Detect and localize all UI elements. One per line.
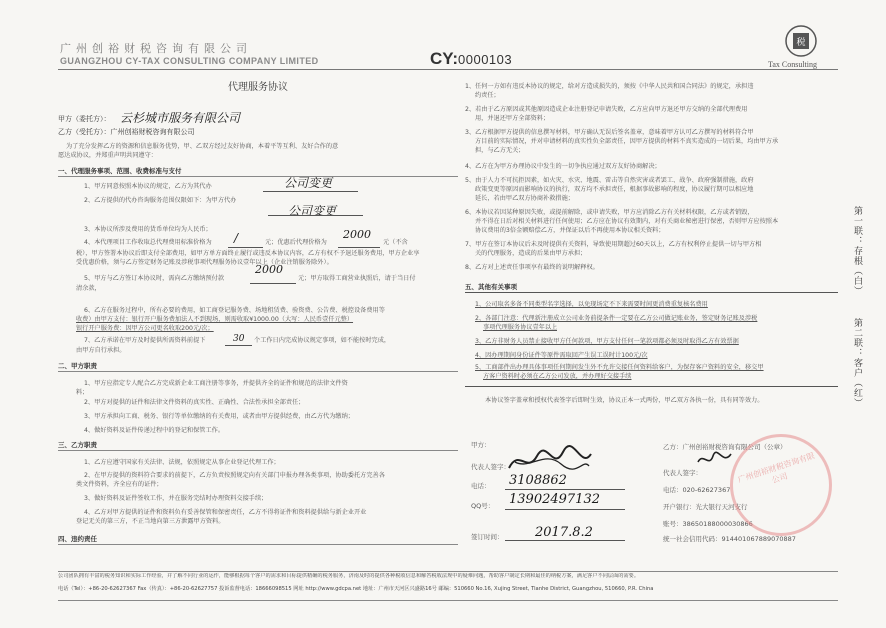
r-line-10: 政策变更等原因而影响协议的执行，双方均不承担责任，根据事故影响的程度，协议履行期可以相应地 xyxy=(475,186,754,193)
underline xyxy=(505,540,625,541)
left-column xyxy=(58,78,458,568)
discount-price-handwritten: 2000 xyxy=(343,228,371,241)
party-a-date-label: 签订时间： xyxy=(471,533,504,541)
s1-service-scope-handwritten: 公司变更 xyxy=(288,204,337,218)
party-b-sign-label: 乙方：广州创裕财税咨询有限公司（公章） xyxy=(663,443,787,451)
r-line-13: 并不得在日后对相关材料进行任何使用；乙方应在协议有效期内，对有关商业秘密进行保密，否则甲方应按照本 xyxy=(475,218,779,225)
r-line-12: 6、本协议若因某种原因失败，或提前解除，或申请失败，甲方应消除乙方有关材料权限，乙方或者销毁， xyxy=(465,209,754,216)
document-number xyxy=(430,49,512,69)
svg-text:税: 税 xyxy=(796,38,806,48)
r-line-2: 约责任； xyxy=(475,92,500,99)
party-b: 乙方（受托方）：广州创裕财税咨询有限公司 xyxy=(58,128,195,136)
s1-line-5: 税），甲方签署本协议后即支付全部费用，如甲方单方面终止履行或违反本协议内容，乙方有权不予退还服务费用，甲方企业享 xyxy=(76,250,420,257)
s5-line-1: 1、公司取名多备不同类型名字选择，以免现场定不下来需要时间更消费重复核名费用 xyxy=(475,301,708,308)
r-line-4: 用，并退还甲方全部资料； xyxy=(475,115,550,122)
price-tail-text: 元（不含 xyxy=(383,239,408,246)
s3-line-3: 类文件资料，齐全应有的证件； xyxy=(76,481,163,488)
section-5-divider xyxy=(465,292,838,293)
underline xyxy=(268,215,363,216)
s1-line-3: 3、本协议所涉及费用的货币单位均为人民币； xyxy=(84,226,212,233)
section-3-heading: 三、乙方职责 xyxy=(58,441,97,449)
r-line-16: 关的代理服务，造成的后果由甲方承担； xyxy=(475,250,587,257)
party-b-rep-signature-icon xyxy=(695,448,735,470)
s1-line-10: 收费）由甲方支付：银行开户服务费加法人不到现场，则需收取¥1000.00（大写：人民币壹仟元整） xyxy=(76,316,354,323)
underline xyxy=(225,345,252,346)
section-4-heading: 四、违约责任 xyxy=(58,535,97,543)
s1-line-1: 1、甲方同意按照本协议的规定，乙方为其代办 xyxy=(84,183,212,190)
s1-line-12: 7、乙方承诺在甲方及时提供所需资料前提下 xyxy=(84,337,206,344)
section-3-divider xyxy=(58,450,458,451)
s1-line-7: 5、甲方与乙方签订本协议时，需向乙方缴纳预付款 xyxy=(84,275,225,282)
doc-no: 0000103 xyxy=(458,52,513,67)
s1-service-item-handwritten: 公司变更 xyxy=(284,176,333,190)
party-a-phone-label: 电话： xyxy=(471,482,491,490)
underline xyxy=(250,283,296,284)
party-a-qq-handwritten: 13902497132 xyxy=(509,492,600,507)
party-a-date-handwritten: 2017.8.2 xyxy=(535,525,593,540)
company-seal-text: 广州创裕财税咨询有限公司 xyxy=(736,451,816,485)
section-4-divider xyxy=(58,544,458,545)
agreement-title: 代理服务协议 xyxy=(228,82,288,93)
party-a-sign-label: 甲方： xyxy=(471,441,491,449)
s2-line-3: 2、甲方对提供的证件和法律文件资料的真实性、正确性、合法性承担全部责任； xyxy=(84,399,305,406)
header-divider xyxy=(58,69,838,70)
s5-line-4: 3、乙方非财务人员禁止接收甲方任何款项，甲方支付任何一笔款项都必须及时取得乙方有效票据 xyxy=(475,338,739,345)
prepay-tail-text: 元；甲方取得工商营业执照后，请于当日付 xyxy=(298,275,416,282)
r-line-14: 协议费用的3倍金额赔偿乙方，并保证以后不再使用本协议相关资料； xyxy=(475,227,665,234)
s5-line-7: 方客户资料时必须在乙方公司发放，并办理好交接手续 xyxy=(483,373,632,380)
s5-line-5: 4、因办理期间身份证件等原件需取回产生误工误时计100元/次 xyxy=(475,352,648,359)
company-name-en: GUANGZHOU CY-TAX CONSULTING COMPANY LIMITED xyxy=(60,56,319,66)
r-line-9: 5、由于人力不可抗拒因素，如火灾、水灾、地震、雷击等自然灾害或者罢工、战争、政府强制措施，政府 xyxy=(465,177,754,184)
s2-line-5: 4、做好资料及证件传递过程中的登记和保管工作。 xyxy=(84,427,225,434)
days-tail-text: 个工作日内完成协议规定事项，如不能按时完成， xyxy=(254,337,391,344)
s1-line-13: 由甲方自行承担。 xyxy=(76,347,126,354)
section-2-divider xyxy=(58,371,458,372)
party-b-phone: 电话：020-62627367 xyxy=(663,486,731,494)
s1-line-2: 2、乙方提供的代办咨询服务范围仅限如下：为甲方代办 xyxy=(84,197,237,204)
party-a-signature-scribble-icon xyxy=(505,444,595,478)
s5-line-2: 2、各部门注意：代理新注册成立公司业务前提条件一定要在乙方公司做记账业务，签定财务记账及涉税 xyxy=(475,315,758,322)
logo-caption: Tax Consulting xyxy=(768,60,817,69)
prepay-handwritten: 2000 xyxy=(255,263,283,276)
intro-line-2: 愿达成协议，并郑重声明共同遵守： xyxy=(58,152,157,159)
footer-line-2: 电话（Tel）：+86-20-62627367 Fax（传真）：+86-20-62627757 投诉监督电话：18666098515 网址 http://www.gdcpa.net 地址：广州市天河区兴盛路16号 邮编：510660 No.16, Xujing Street, Tianhe District, Guangzhou, 510660, P.R. China xyxy=(58,585,654,592)
r-line-1: 1、任何一方如有违反本协议的规定，给对方造成损失的，须按《中华人民共和国合同法》的规定，承担违 xyxy=(465,83,754,90)
s3-line-2: 2、在甲方提供的资料符合要求的前提下，乙方负责按照规定向有关部门申报办理各类事项，协助委托方完善各 xyxy=(84,472,385,479)
section-5-heading: 五、其他有关事项 xyxy=(465,283,517,291)
party-a-phone-handwritten: 3108862 xyxy=(509,473,567,488)
party-a-qq-label: QQ号： xyxy=(471,502,495,510)
closing-line: 本协议签字盖章和授权代表签字后即时生效，协议正本一式两份，甲乙双方各执一份，具有同等效力。 xyxy=(485,397,764,404)
party-b-account: 账号：38650188000030866 xyxy=(663,520,753,528)
s2-line-2: 料； xyxy=(76,389,89,396)
s1-line-11: 银行开户服务费：因甲方公司更名收取200元/次； xyxy=(76,325,214,332)
intro-line-1: 为了充分发挥乙方的资源和信息服务优势，甲、乙双方经过友好协商，本着平等互利、友好合作的意 xyxy=(66,143,339,150)
r-line-6: 方目前的实际情况，并对申请材料的真实性负全部责任，因甲方提供的材料不真实造成的一切后果，均由甲方承 xyxy=(475,138,779,145)
s1-line-8: 清余款， xyxy=(76,285,101,292)
s5-line-3: 事项代理服务协议壹年以上 xyxy=(483,324,558,331)
party-a-rep-label: 代表人签字： xyxy=(471,463,510,471)
r-line-17: 8、乙方对上述责任事项享有最终的说明解释权。 xyxy=(465,264,599,271)
s5-line-6: 5、工商部件出办理具体事项任何期间发生外不允许交接任何资料给客户，为保存客户资料的安全，移交甲 xyxy=(475,364,764,371)
s3-line-4: 3、做好资料及证件签收工作，并在服务完结时办理资料交接手续； xyxy=(84,495,268,502)
party-a: 甲方（委托方）： xyxy=(58,115,111,123)
party-a-handwritten-name: 云杉城市服务有限公司 xyxy=(120,111,241,125)
s2-line-1: 1、甲方应指定专人配合乙方完成新企业工商注册等事务，并提供齐全的证件和规范的法律文件资 xyxy=(84,380,348,387)
r-line-15: 7、甲方在签订本协议后未及时提供有关资料，导致使用期超过60天以上，乙方有权利停止提供一切与甲方相 xyxy=(465,241,762,248)
underline xyxy=(505,489,625,490)
s1-line-9: 6、乙方在服务过程中，所有必要的费用，如工商登记服务费、场地租赁费、验资费、公告费、税控设备费用等 xyxy=(84,307,385,314)
price-unit-text: 元；优惠后代理价格为 xyxy=(265,239,327,246)
s3-line-6: 登记无关的第三方，不正当地向第三方泄露甲方资料。 xyxy=(76,518,225,525)
party-b-rep-label: 代表人签字： xyxy=(663,469,702,477)
s3-line-5: 4、乙方对甲方提供的证件和资料负有妥善保管和保密责任，乙方不得将证件和资料提供给与新企业开业 xyxy=(84,509,367,516)
underline xyxy=(263,191,358,192)
side-label-copy-1: 第一联：存根（白） xyxy=(852,206,862,296)
party-b-tax-id: 统一社会信用代码：914401067889070887 xyxy=(663,535,796,543)
section-1-divider xyxy=(58,176,458,177)
party-b-bank: 开户银行：光大银行天河支行 xyxy=(663,503,748,511)
underline xyxy=(505,509,625,510)
s3-line-1: 1、乙方应遵守国家有关法律、法规，依照规定从事企业登记代理工作； xyxy=(84,459,280,466)
cy-label: CY: xyxy=(430,49,459,68)
days-handwritten: 30 xyxy=(233,334,245,344)
underline xyxy=(228,247,263,248)
s1-line-6: 受优惠价格，须与乙方签定财务记账及涉税事项代理服务协议壹年以上（企业注销服务除外）。 xyxy=(76,259,333,266)
footer-line-1: 公司团队拥有丰富的税务知识和实际工作经验，并了解不同行业的运作，能够根据每个客户的需求和目标提供精确的税务服务，济南及时的提供各种税收信息和解答税收法规中的疑难问题，帮助客户制定长期和最佳的纳税方案，满足客户不同层面的需要。 xyxy=(58,573,640,579)
r-line-7: 担，与乙方无关； xyxy=(475,147,525,154)
footer xyxy=(58,573,838,593)
r-line-11: 延长，若由甲乙双方协商补救措施； xyxy=(475,195,574,202)
total-price-handwritten: / xyxy=(234,231,239,245)
s1-line-4: 4、本代理项目工作收取总代理费用标准价格为 xyxy=(84,239,212,246)
company-name-cn: 广州创裕财税咨询有限公司 xyxy=(60,42,252,55)
s2-line-4: 3、甲方承担向工商、税务、银行等单位缴纳的有关费用，或者由甲方提供经费，由乙方代为缴纳； xyxy=(84,413,354,420)
section-5-end-divider xyxy=(465,386,838,387)
underline xyxy=(338,247,380,248)
company-logo-icon xyxy=(784,24,818,58)
footer-divider xyxy=(58,571,838,572)
r-line-8: 4、乙方在为甲方办理协议中发生的一切争执应通过双方友好协商解决； xyxy=(465,163,661,170)
r-line-3: 2、若由于乙方原因或其他原因造成企业注册登记申请失败，乙方应向甲方退还甲方交纳的全部代理费用 xyxy=(465,106,748,113)
side-label-copy-2: 第二联：客户（红） xyxy=(852,318,862,408)
section-1-heading: 一、代理服务事项、范围、收费标准与支付 xyxy=(58,167,182,175)
section-2-heading: 二、甲方职责 xyxy=(58,362,97,370)
r-line-5: 3、乙方根据甲方提供的信息撰写材料，甲方确认无误后签名盖章，意味着甲方认可乙方撰写的材料符合甲 xyxy=(465,129,754,136)
footer-bottom-divider xyxy=(58,600,838,601)
